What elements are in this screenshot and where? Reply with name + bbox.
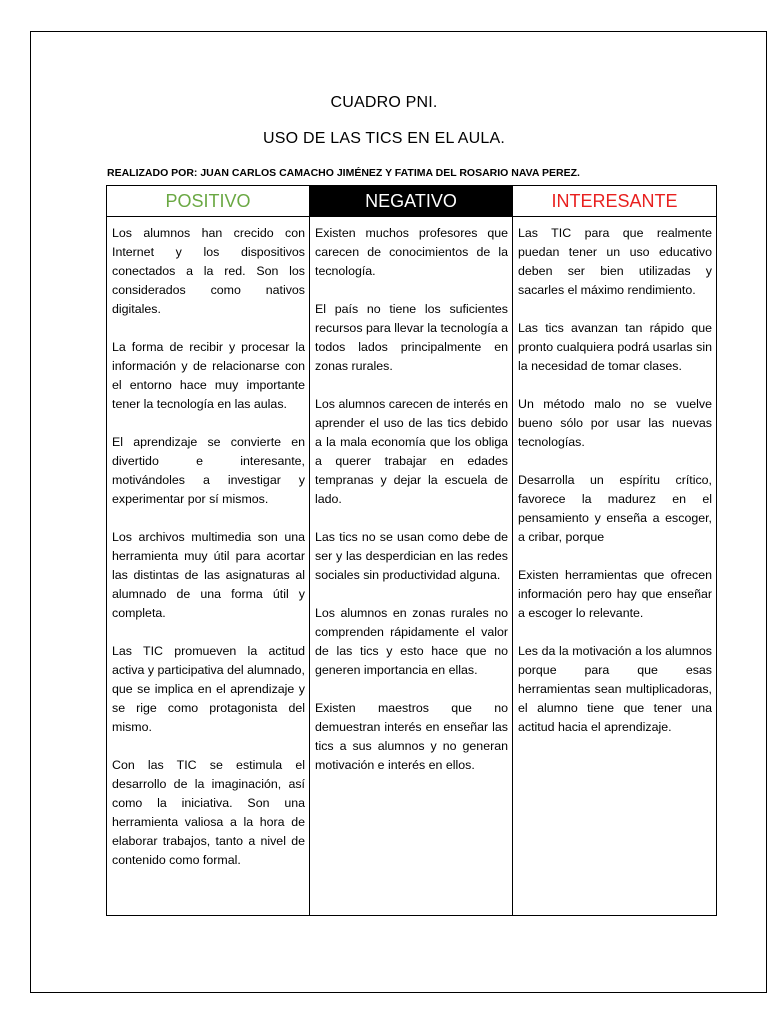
positivo-paragraph: La forma de recibir y procesar la información y de relacionarse con el entorno hace muy importante tener la tecnología en las aulas. (112, 340, 305, 411)
document-subtitle: USO DE LAS TICS EN EL AULA. (263, 130, 505, 147)
interesante-paragraph: Les da la motivación a los alumnos porque para que esas herramientas sean multiplicadoras, el alumno tiene que tener una actitud hacia el aprendizaje. (518, 644, 712, 734)
header-interesante: INTERESANTE (513, 186, 717, 217)
document-title: CUADRO PNI. (330, 94, 438, 111)
header-negativo: NEGATIVO (310, 186, 513, 217)
negativo-paragraph: El país no tiene los suficientes recursos para llevar la tecnología a todos lados principalmente en zonas rurales. (315, 302, 508, 373)
interesante-paragraph: Un método malo no se vuelve bueno sólo por usar las nuevas tecnologías. (518, 397, 712, 449)
column-negativo (310, 217, 513, 916)
positivo-paragraph: Los archivos multimedia son una herramienta muy útil para acortar las distintas de las asignaturas al alumnado de una forma útil y completa. (112, 530, 305, 620)
column-interesante (513, 217, 717, 916)
negativo-paragraph: Los alumnos en zonas rurales no comprenden rápidamente el valor de las tics y esto hace que no generen importancia en ellas. (315, 606, 508, 677)
pni-table (106, 185, 717, 916)
header-positivo: POSITIVO (107, 186, 310, 217)
positivo-paragraph: El aprendizaje se convierte en divertido e interesante, motivándoles a investigar y experimentar por sí mismos. (112, 435, 305, 506)
header-row (107, 186, 717, 217)
interesante-paragraph: Desarrolla un espíritu crítico, favorece la madurez en el pensamiento y enseña a escoger, a cribar, porque (518, 473, 712, 544)
positivo-paragraph: Las TIC promueven la actitud activa y participativa del alumnado, que se implica en el aprendizaje y se rige como protagonista del mismo. (112, 644, 305, 734)
content-row (107, 217, 717, 916)
positivo-paragraph: Con las TIC se estimula el desarrollo de la imaginación, así como la iniciativa. Son una herramienta valiosa a la hora de elaborar trabajos, tanto a nivel de contenido como formal. (112, 758, 305, 867)
positivo-paragraph: Los alumnos han crecido con Internet y los dispositivos conectados a la red. Son los considerados como nativos digitales. (112, 226, 305, 316)
interesante-paragraph: Las tics avanzan tan rápido que pronto cualquiera podrá usarlas sin la necesidad de tomar clases. (518, 321, 712, 373)
author-line: REALIZADO POR: JUAN CARLOS CAMACHO JIMÉNEZ Y FATIMA DEL ROSARIO NAVA PEREZ. (107, 167, 580, 179)
column-positivo (107, 217, 310, 916)
interesante-paragraph: Existen herramientas que ofrecen información pero hay que enseñar a escoger lo relevante. (518, 568, 712, 620)
interesante-paragraph: Las TIC para que realmente puedan tener un uso educativo deben ser bien utilizadas y sacarles el máximo rendimiento. (518, 226, 712, 297)
negativo-paragraph: Existen muchos profesores que carecen de conocimientos de la tecnología. (315, 226, 508, 278)
negativo-paragraph: Las tics no se usan como debe de ser y las desperdician en las redes sociales sin productividad alguna. (315, 530, 508, 582)
negativo-paragraph: Los alumnos carecen de interés en aprender el uso de las tics debido a la mala economía que los obliga a querer trabajar en edades tempranas y dejar la escuela de lado. (315, 397, 508, 506)
negativo-paragraph: Existen maestros que no demuestran interés en enseñar las tics a sus alumnos y no generan motivación e interés en ellos. (315, 701, 508, 772)
